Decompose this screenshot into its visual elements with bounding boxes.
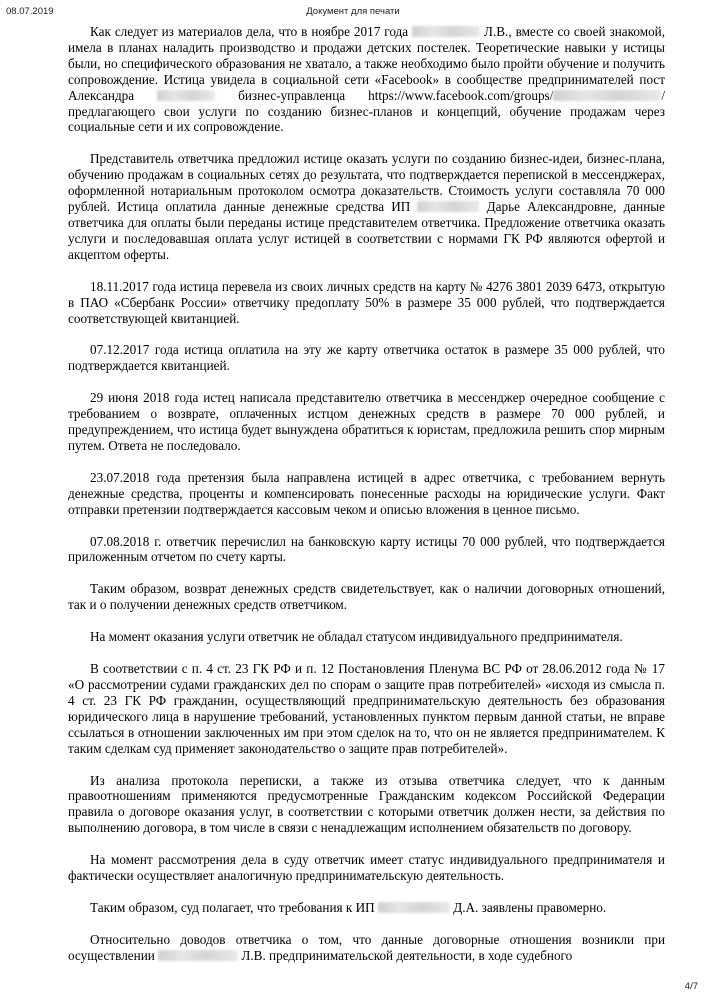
paragraph-10: В соответствии с п. 4 ст. 23 ГК РФ и п. 12 Постановления Пленума ВС РФ от 28.06.2012 года № 17 «О рассмотрении судами гражданских дел по спорам о защите прав потребителей» «исходя из смысла п. 4 ст. 23 ГК РФ гражданин, осуществляющий предпринимательскую деятельность без образования юридического лица в нарушение требований, установленных пунктом первым данной статьи, не вправе ссылаться в отношении заключенных им при этом сделок на то, что он не является предпринимателем. К таким сделкам суд применяет законодательство о защите прав потребителей».	[68, 661, 665, 756]
paragraph-4: 07.12.2017 года истица оплатила на эту же карту ответчика остаток в размере 35 000 рублей, что подтверждается квитанцией.	[68, 342, 665, 374]
redacted-name	[378, 902, 450, 913]
paragraph-7: 07.08.2018 г. ответчик перечислил на банковскую карту истицы 70 000 рублей, что подтверждается приложенным отчетом по счету карты.	[68, 533, 665, 565]
page-number: 4/7	[684, 981, 698, 992]
paragraph-6: 23.07.2018 года претензия была направлена истицей в адрес ответчика, с требованием вернуть денежные средства, проценты и компенсировать понесенные расходы на юридические услуги. Факт отправки претензии подтверждается кассовым чеком и описью вложения в ценное письмо.	[68, 469, 665, 517]
text: Дарье Александровне, данные ответчика для оплаты были переданы истице представителем ответчика. Предложение ответчика оказать услуги и последовавшая оплата услуг истицей в соответствии с нормами ГК РФ являются офертой и акцептом оферты.	[68, 199, 665, 262]
paragraph-5: 29 июня 2018 года истец написала представителю ответчика в мессенджер очередное сообщение с требованием о возврате, оплаченных истцом денежных средств в размере 70 000 рублей, и предупреждением, что истица будет вынуждена обратиться к юристам, предложила решить спор мирным путем. Ответа не последовало.	[68, 390, 665, 453]
document-body	[68, 24, 665, 964]
text: / предлагающего свои услуги по созданию бизнес-планов и концепций, обучение продажам через социальные сети и их сопровождение.	[68, 87, 666, 135]
redacted-url	[553, 90, 661, 101]
paragraph-2	[68, 151, 665, 262]
text: Относительно доводов ответчика о том, что данные договорные отношения возникли при осуществлении	[68, 931, 665, 963]
text: Таким образом, суд полагает, что требования к ИП	[90, 899, 375, 915]
print-date: 08.07.2019	[6, 6, 54, 17]
redacted-name	[157, 90, 215, 101]
redacted-name	[158, 950, 238, 961]
text: Л.В., вместе со своей знакомой, имела в планах наладить производство и продажи детских постелек. Теоретические навыки у истицы были, но специфического образования не хватало, а также необходимо было пройти обучение и получить сопровождение. Истица увидела в социальной сети «Facebook» в сообществе предпринимателей пост Александра	[68, 24, 666, 103]
paragraph-8: Таким образом, возврат денежных средств свидетельствует, как о наличии договорных отношений, так и о получении денежных средств ответчиком.	[68, 581, 665, 613]
paragraph-9: На момент оказания услуги ответчик не обладал статусом индивидуального предпринимателя.	[90, 629, 623, 645]
paragraph-14	[68, 932, 665, 964]
text: бизнес-управленца https://www.facebook.com/groups/	[238, 87, 554, 103]
paragraph-12: На момент рассмотрения дела в суду ответчик имеет статус индивидуального предпринимателя и фактически осуществляет аналогичную предпринимательскую деятельность.	[68, 852, 665, 884]
paragraph-1	[68, 24, 665, 135]
text: Как следует из материалов дела, что в ноябре 2017 года	[90, 24, 409, 39]
text: Л.В. предпринимательской деятельности, в ходе судебного	[241, 947, 573, 963]
print-header	[0, 6, 706, 20]
paragraph-3: 18.11.2017 года истица перевела из своих личных средств на карту № 4276 3801 2039 6473, открытую в ПАО «Сбербанк России» ответчику предоплату 50% в размере 35 000 рублей, что подтверждается соответствующей квитанцией.	[68, 278, 665, 326]
print-title: Документ для печати	[306, 6, 400, 17]
text: Представитель ответчика предложил истице оказать услуги по созданию бизнес-идеи, бизнес-плана, обучению продажам в социальных сетях до результата, что подтверждается перепиской в мессенджерах, оформленной нотариальным протоколом осмотра доказательств. Стоимость услуги составляла 70 000 рублей. Истица оплатила данные денежные средства ИП	[68, 151, 665, 215]
paragraph-13	[68, 900, 665, 916]
redacted-name	[417, 201, 479, 212]
redacted-name	[412, 26, 480, 37]
text: Д.А. заявлены правомерно.	[453, 899, 607, 915]
paragraph-11: Из анализа протокола переписки, а также из отзыва ответчика следует, что к данным правоотношениям применяются предусмотренные Гражданским кодексом Российской Федерации правила о договоре оказания услуг, в соответствии с которыми ответчик должен нести, за действия по выполнению договора, в том числе в связи с ненадлежащим исполнением обязательств по договору.	[68, 772, 665, 836]
